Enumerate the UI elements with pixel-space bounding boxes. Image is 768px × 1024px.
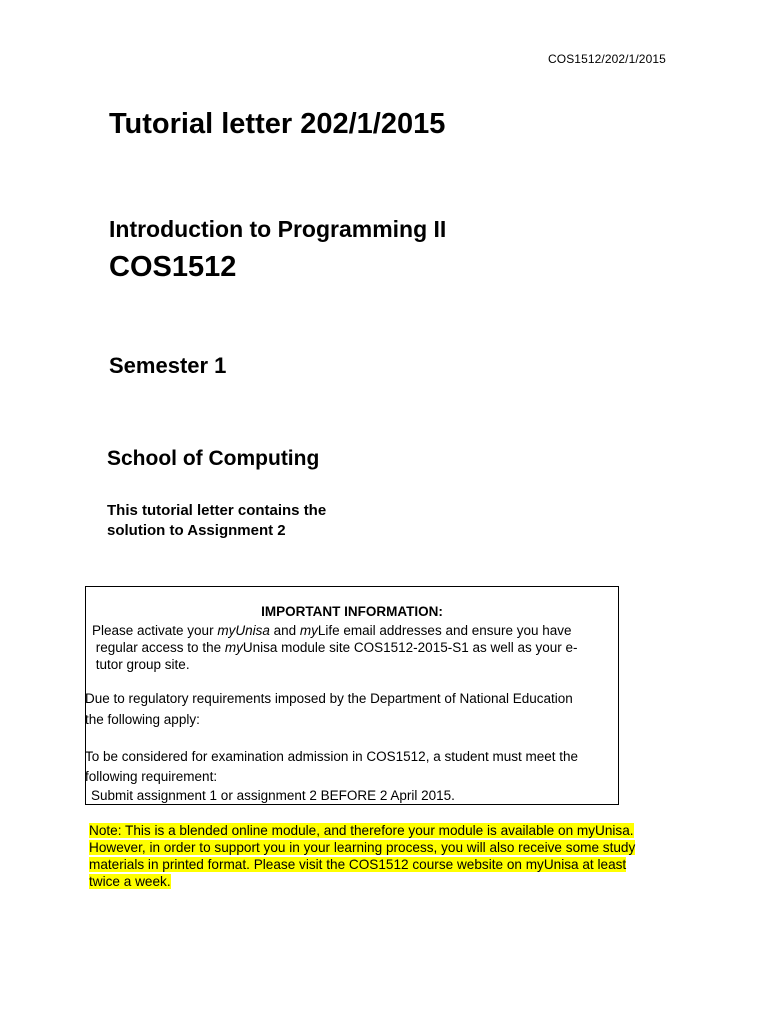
module-name: Introduction to Programming II xyxy=(109,216,447,242)
letter-contents-description xyxy=(107,501,387,541)
note-line-4: twice a week. xyxy=(89,874,171,889)
admission-line-2: following requirement: xyxy=(85,769,218,784)
tutorial-letter-title: Tutorial letter 202/1/2015 xyxy=(109,108,446,140)
note-line-1: Note: This is a blended online module, and therefore your module is available on myUnisa. xyxy=(89,823,634,838)
activate-line2-part-2: Unisa module site COS1512-2015-S1 as well as your e- xyxy=(242,640,578,655)
important-information-heading: IMPORTANT INFORMATION: xyxy=(261,604,443,619)
admission-line-1: To be considered for examination admission in COS1512, a student must meet the xyxy=(85,749,579,764)
contents-line-1: This tutorial letter contains the xyxy=(107,502,327,519)
activate-text-part-2: and xyxy=(269,623,300,638)
note-line-3: materials in printed format. Please visit the COS1512 course website on myUnisa at least xyxy=(89,857,627,872)
activate-text-part-3: Life email addresses and ensure you have xyxy=(317,623,572,638)
activate-line-3 xyxy=(92,656,602,673)
document-reference: COS1512/202/1/2015 xyxy=(548,52,666,66)
unisa-italic: Unisa xyxy=(235,623,270,638)
important-information-box xyxy=(85,586,619,805)
regulatory-line-1: Due to regulatory requirements imposed by the Department of National Education xyxy=(85,691,573,706)
regulatory-line-2: the following apply: xyxy=(85,712,200,727)
activate-text-part-1: Please activate your xyxy=(92,623,218,638)
activate-email-paragraph xyxy=(92,622,602,673)
my-prefix-3: my xyxy=(224,640,243,655)
submission-requirement: Submit assignment 1 or assignment 2 BEFORE 2 April 2015. xyxy=(91,788,455,803)
my-prefix-2: my xyxy=(299,623,318,638)
regulatory-paragraph xyxy=(85,688,605,730)
exam-admission-paragraph xyxy=(85,747,615,787)
module-code: COS1512 xyxy=(109,251,237,283)
activate-line-2 xyxy=(92,639,602,656)
semester-label: Semester 1 xyxy=(109,353,227,378)
school-name: School of Computing xyxy=(107,447,320,470)
note-line-2: However, in order to support you in your learning process, you will also receive some study xyxy=(89,840,636,855)
activate-line3-text: tutor group site. xyxy=(95,657,190,672)
blended-module-note xyxy=(89,822,669,890)
activate-line2-part-1: regular access to the xyxy=(95,640,225,655)
my-prefix-1: my xyxy=(217,623,236,638)
contents-line-2: solution to Assignment 2 xyxy=(107,522,286,539)
